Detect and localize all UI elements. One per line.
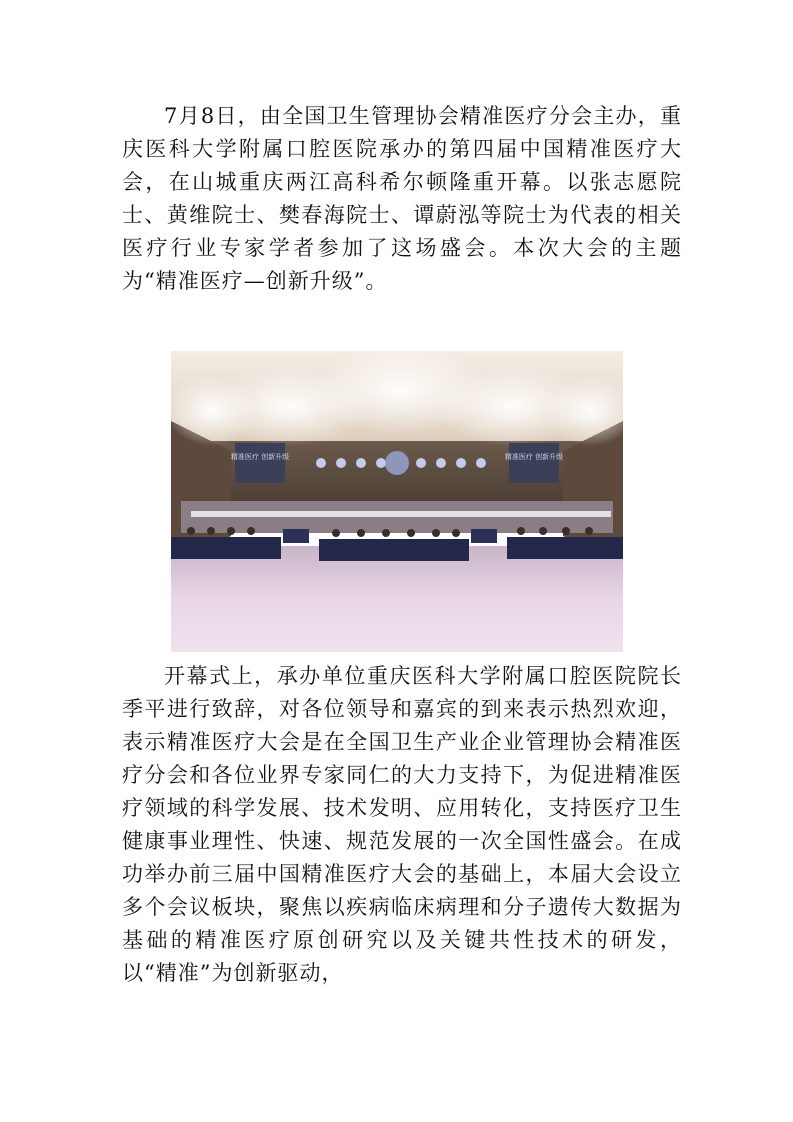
paragraph-opening-ceremony: 开幕式上，承办单位重庆医科大学附属口腔医院院长季平进行致辞，对各位领导和嘉宾的到来表示热烈欢迎，表示精准医疗大会是在全国卫生产业企业管理协会精准医疗分会和各位业界专家同仁的大力支持下，为促进精准医疗领域的科学发展、技术发明、应用转化，支持医疗卫生健康事业理性、快速、规范发展的一次全国性盛会。在成功举办前三届中国精准医疗大会的基础上，本届大会设立多个会议板块，聚焦以疾病临床病理和分子遗传大数据为基础的精准医疗原创研究以及关键共性技术的研发，以“精准”为创新驱动， xyxy=(122,664,682,985)
left-screen-text: 精准医疗 创新升级 xyxy=(230,453,290,461)
paragraph-intro: 7月8日，由全国卫生管理协会精准医疗分会主办，重庆医科大学附属口腔医院承办的第四届中国精准医疗大会，在山城重庆两江高科希尔顿隆重开幕。以张志愿院士、黄维院士、樊春海院士、谭蔚泓等院士为代表的相关医疗行业专家学者参加了这场盛会。本次大会的主题为“精准医疗—创新升级”。 xyxy=(122,104,682,293)
conference-photo xyxy=(171,351,623,652)
right-screen-text: 精准医疗 创新升级 xyxy=(504,453,564,461)
